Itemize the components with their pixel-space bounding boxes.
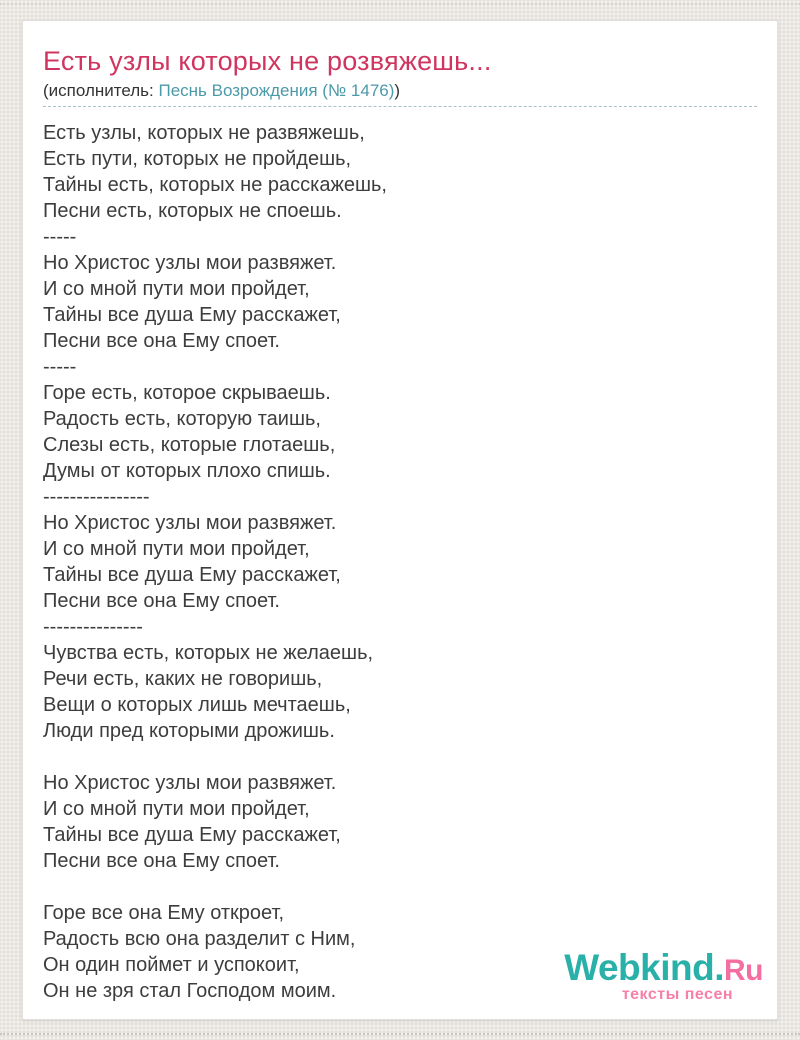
lyric-line: Речи есть, каких не говоришь, — [43, 668, 323, 690]
lyric-line: Горе есть, которое скрываешь. — [43, 382, 331, 404]
lyric-line: Есть пути, которых не пройдешь, — [43, 148, 352, 170]
webkind-logo[interactable] — [564, 949, 763, 1003]
artist-suffix-label: ) — [394, 81, 401, 100]
lyric-line: Он не зря стал Господом моим. — [43, 980, 337, 1002]
lyric-line: Песни все она Ему споет. — [43, 590, 280, 612]
lyric-line: Вещи о которых лишь мечтаешь, — [43, 694, 351, 716]
lyric-line: Радость есть, которую таишь, — [43, 408, 321, 430]
lyric-line: Песни все она Ему споет. — [43, 330, 280, 352]
lyric-line: Песни есть, которых не споешь. — [43, 200, 342, 222]
artist-line — [43, 80, 757, 101]
lyric-separator: ---------------- — [43, 486, 150, 508]
lyric-blank-line — [43, 874, 757, 900]
bottom-dotted-divider — [0, 1033, 800, 1035]
lyric-line: Но Христос узлы мои развяжет. — [43, 512, 337, 534]
lyric-line: Тайны все душа Ему расскажет, — [43, 304, 341, 326]
lyric-line: И со мной пути мои пройдет, — [43, 278, 310, 300]
lyric-line: Тайны все душа Ему расскажет, — [43, 824, 341, 846]
logo-webkind-text: Webkind — [564, 947, 715, 988]
header-divider — [43, 106, 757, 107]
lyric-line: Слезы есть, которые глотаешь, — [43, 434, 336, 456]
lyric-separator: ----- — [43, 356, 77, 378]
lyric-line: Думы от которых плохо спишь. — [43, 460, 331, 482]
page-title: Есть узлы которых не розвяжешь... — [43, 46, 492, 76]
lyric-line: Но Христос узлы мои развяжет. — [43, 252, 337, 274]
artist-prefix-label: (исполнитель: — [43, 81, 159, 100]
lyric-line: Песни все она Ему споет. — [43, 850, 280, 872]
webkind-logo-wordmark — [564, 949, 763, 986]
lyric-line: И со мной пути мои пройдет, — [43, 798, 310, 820]
lyrics-card — [22, 20, 778, 1020]
lyric-line: Он один поймет и успокоит, — [43, 954, 300, 976]
lyric-line: И со мной пути мои пройдет, — [43, 538, 310, 560]
lyric-line: Чувства есть, которых не желаешь, — [43, 642, 374, 664]
top-dotted-divider — [0, 3, 800, 5]
logo-tagline: тексты песен — [621, 986, 733, 1003]
logo-dot-text: . — [714, 947, 724, 988]
lyric-line: Люди пред которыми дрожишь. — [43, 720, 335, 742]
lyric-separator: --------------- — [43, 616, 143, 638]
lyric-line: Тайны все душа Ему расскажет, — [43, 564, 341, 586]
lyrics-text — [43, 120, 757, 1004]
lyric-blank-line — [43, 744, 757, 770]
lyric-line: Но Христос узлы мои развяжет. — [43, 772, 337, 794]
lyric-line: Есть узлы, которых не развяжешь, — [43, 122, 365, 144]
lyric-line: Радость всю она разделит с Ним, — [43, 928, 356, 950]
lyric-line: Горе все она Ему откроет, — [43, 902, 285, 924]
lyric-separator: ----- — [43, 226, 77, 248]
lyric-line: Тайны есть, которых не расскажешь, — [43, 174, 387, 196]
logo-ru-text: Ru — [724, 954, 763, 987]
artist-link[interactable]: Песнь Возрождения (№ 1476) — [158, 81, 395, 100]
